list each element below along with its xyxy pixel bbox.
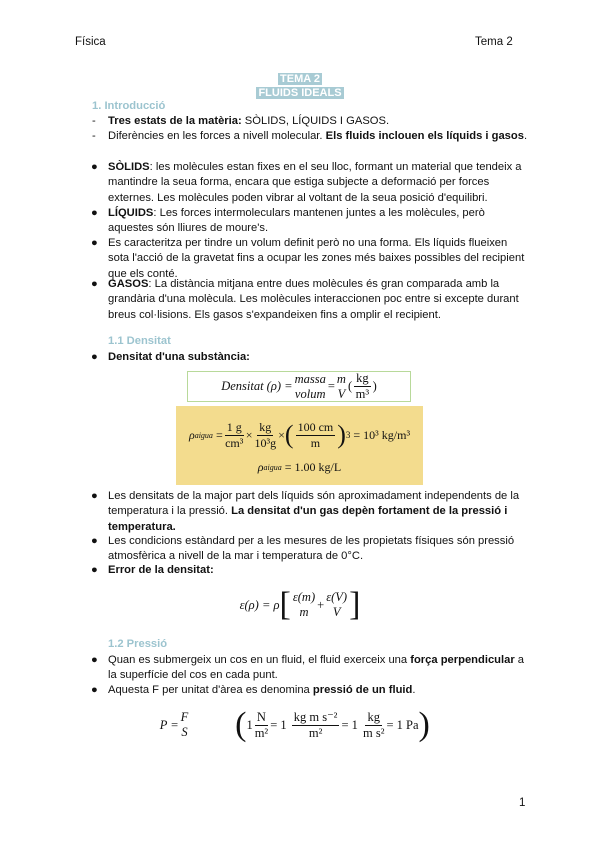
bullet-item: ● Densitat d'una substància:: [91, 351, 250, 363]
section-heading-intro: 1. Introducció: [92, 100, 166, 112]
dash-item: - Tres estats de la matèria: SÒLIDS, LÍQUIDS I GASOS.: [92, 115, 390, 127]
bullet-item: ● Aquesta F per unitat d'àrea es denomina pressió de un fluid.: [91, 684, 416, 696]
doc-title: TEMA 2: [280, 73, 320, 85]
pressure-units-formula: ( 1 $\frac{N}{\text{m²}}$ = 1 $\frac{\text{kg m s⁻²}}{\text{m²}}$ = 1 $\frac{kg}{\text{m s²}}$ = 1 Pa ): [235, 706, 430, 743]
density-error-formula: ε(ρ) = ρ [ ε(m) m + ε(V) V ]: [239, 586, 361, 623]
header-topic: Tema 2: [475, 36, 513, 48]
doc-subtitle: FLUIDS IDEALS: [258, 87, 342, 99]
bullet-item: ● GASOS: La distància mitjana entre dues molècules és gran comparada amb la grandària d'una molècula. Les molècules interaccionen poc entre si excepte durant breus col·lisions. Els gasos s'expandeixen fins a omplir el recipient.: [91, 278, 519, 321]
section-heading-pressure: 1.2 Pressió: [108, 638, 168, 650]
water-density-result: ρ aigua = 1.00 kg/L: [257, 460, 342, 474]
bullet-item: ● LÍQUIDS: Les forces intermoleculars mantenen juntes a les molècules, però aquestes són lliures de moure's.: [91, 207, 485, 235]
dash-item: - Diferències en les forces a nivell molecular. Els fluids inclouen els líquids i gasos.: [92, 130, 528, 142]
bullet-item: ● Quan es submergeix un cos en un fluid, el fluid exerceix una força perpendicular a la superfície del cos en cada punt.: [91, 654, 525, 682]
bullet-item: ● Les densitats de la major part dels líquids són aproximadament independents de la temperatura i la pressió. La densitat d'un gas depèn fortament de la pressió i temperatura.: [91, 490, 520, 533]
section-heading-density: 1.1 Densitat: [108, 335, 171, 347]
water-density-box: [176, 406, 423, 485]
bullet-item: ● SÒLIDS: les molècules estan fixes en el seu lloc, formant un material que tendeix a mantindre la seua forma, encara que estiga subjecte a deformació per forces externes. Les molècules poden vibrar al voltant de la seua posició d'equilibri.: [91, 161, 522, 204]
water-density-formula: ρ aigua = $\frac{1 g}{\text{cm³}}$ × $\frac{kg}{\text{10³g}}$ × ( 100 cm m ) 3 = 10³ kg/m³: [188, 419, 411, 450]
bullet-item: ● Les condicions estàndard per a les mesures de les propietats físiques són pressió atmosfèrica a nivell de la mar i temperatura de 0°C.: [91, 535, 515, 563]
header-subject: Física: [75, 36, 106, 48]
bullet-item: ● Es caracteritza per tindre un volum definit però no una forma. Els líquids flueixen sota l'acció de la gravetat fins a ocupar les zones més baixes possibles del recipient que els conté.: [91, 237, 525, 280]
pressure-formula: P = F S: [159, 710, 189, 739]
density-formula: Densitat (ρ) = massa volum = m V ( kg m³ ): [187, 371, 411, 402]
page-number: 1: [519, 797, 526, 809]
bullet-item: ● Error de la densitat:: [91, 564, 214, 576]
